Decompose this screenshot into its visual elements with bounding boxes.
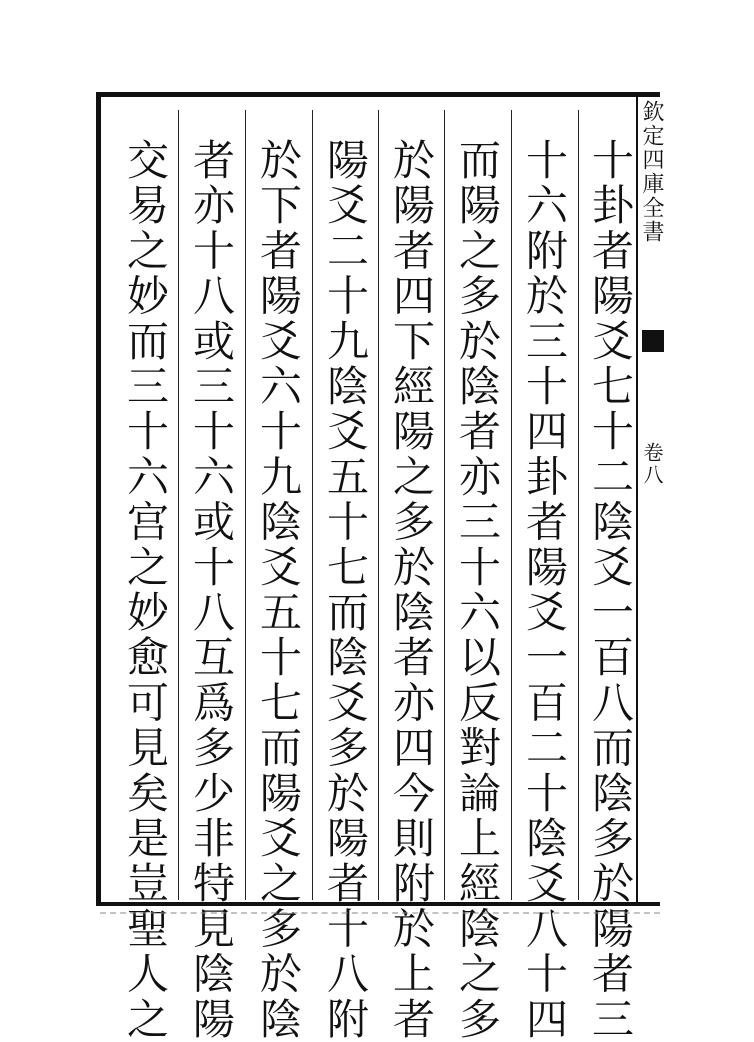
text-column-5: 陽爻二十九陰爻五十七而陰爻多於陽者十八附	[321, 138, 370, 1042]
text-column-3: 而陽之多於陰者亦三十六以反對論上經陰之多	[453, 138, 502, 1042]
column-divider	[378, 110, 379, 900]
text-column-7: 者亦十八或三十六或十八互爲多少非特見陰陽	[187, 138, 236, 1042]
fishtail-mark	[642, 330, 664, 352]
text-column-4: 於陽者四下經陽之多於陰者亦四今則附於上者	[387, 138, 436, 1042]
column-divider	[511, 110, 512, 900]
column-divider	[245, 110, 246, 900]
book-title: 欽定四庫全書	[639, 100, 664, 244]
scan-artifact	[100, 908, 660, 914]
column-divider	[444, 110, 445, 900]
volume-label: 卷八	[640, 442, 664, 486]
column-divider	[178, 110, 179, 900]
text-column-8: 交易之妙而三十六宫之妙愈可見矣是豈聖人之	[121, 138, 170, 1042]
column-divider	[578, 110, 579, 900]
text-column-1: 十卦者陽爻七十二陰爻一百八而陰多於陽者三	[586, 138, 635, 1042]
column-divider	[312, 110, 313, 900]
text-column-2: 十六附於三十四卦者陽爻一百二十陰爻八十四	[520, 138, 569, 1042]
text-column-6: 於下者陽爻六十九陰爻五十七而陽爻之多於陰	[254, 138, 303, 1042]
